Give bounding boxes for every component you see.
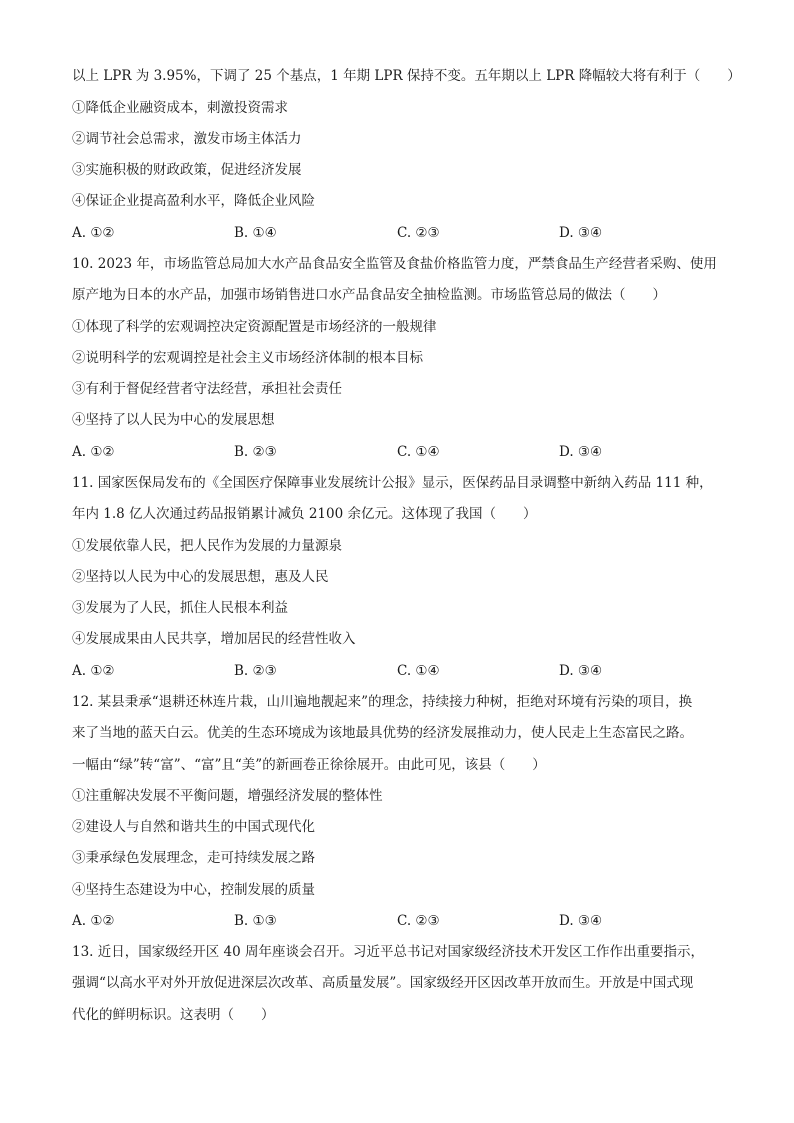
q9-options <box>72 223 732 243</box>
q12-item-1: ①注重解决发展不平衡问题，增强经济发展的整体性 <box>72 788 383 804</box>
q10-option-c: C. ①④ <box>397 444 440 460</box>
q10-stem-line-2: 原产地为日本的水产品，加强市场销售进口水产品食品安全抽检监测。市场监管总局的做法（ ） <box>72 287 666 303</box>
q10-stem-line-1: 10. 2023 年，市场监管总局加大水产品食品安全监管及食盐价格监管力度，严禁食品生产经营者采购、使用 <box>72 256 717 272</box>
q11-option-c: C. ①④ <box>397 663 440 679</box>
q12-option-a: A. ①② <box>72 913 115 929</box>
q12-stem-line-3: 一幅由“绿”转“富”、“富”且“美”的新画卷正徐徐展开。由此可见，该县（ ） <box>72 757 546 773</box>
q12-option-d: D. ③④ <box>559 913 603 929</box>
q12-stem-line-1: 12. 某县秉承“退耕还林连片栽，山川遍地靓起来”的理念，持续接力种树，拒绝对环境有污染的项目，换 <box>72 694 693 710</box>
q12-options <box>72 911 732 931</box>
q13-stem-line-2: 强调“以高水平对外开放促进深层次改革、高质量发展”。国家级经开区因改革开放而生。开放是中国式现 <box>72 975 694 991</box>
q10-option-a: A. ①② <box>72 444 115 460</box>
q9-item-1: ①降低企业融资成本，刺激投资需求 <box>72 100 288 116</box>
q11-option-a: A. ①② <box>72 663 115 679</box>
q12-option-c: C. ②③ <box>397 913 440 929</box>
q10-item-4: ④坚持了以人民为中心的发展思想 <box>72 412 275 428</box>
q9-stem-tail: 以上 LPR 为 3.95%，下调了 25 个基点，1 年期 LPR 保持不变。五年期以上 LPR 降幅较大将有利于（ ） <box>72 68 741 84</box>
q12-item-3: ③秉承绿色发展理念，走可持续发展之路 <box>72 850 315 866</box>
q11-item-4: ④发展成果由人民共享，增加居民的经营性收入 <box>72 631 356 647</box>
q13-stem-line-1: 13. 近日，国家级经开区 40 周年座谈会召开。习近平总书记对国家级经济技术开发区工作作出重要指示， <box>72 944 705 960</box>
q12-item-4: ④坚持生态建设为中心，控制发展的质量 <box>72 882 315 898</box>
q10-item-3: ③有利于督促经营者守法经营，承担社会责任 <box>72 381 342 397</box>
q11-item-1: ①发展依靠人民，把人民作为发展的力量源泉 <box>72 538 342 554</box>
q9-option-c: C. ②③ <box>397 225 440 241</box>
q12-stem-line-2: 来了当地的蓝天白云。优美的生态环境成为该地最具优势的经济发展推动力，使人民走上生态富民之路。 <box>72 725 693 741</box>
q11-item-2: ②坚持以人民为中心的发展思想，惠及人民 <box>72 569 329 585</box>
q10-item-1: ①体现了科学的宏观调控决定资源配置是市场经济的一般规律 <box>72 319 437 335</box>
q10-options <box>72 442 732 462</box>
q10-option-b: B. ②③ <box>234 444 277 460</box>
q11-item-3: ③发展为了人民，抓住人民根本利益 <box>72 600 288 616</box>
q11-option-b: B. ②③ <box>234 663 277 679</box>
q10-item-2: ②说明科学的宏观调控是社会主义市场经济体制的根本目标 <box>72 350 423 366</box>
q12-option-b: B. ①③ <box>234 913 277 929</box>
q11-options <box>72 661 732 681</box>
q9-option-a: A. ①② <box>72 225 115 241</box>
q12-item-2: ②建设人与自然和谐共生的中国式现代化 <box>72 819 315 835</box>
q9-item-2: ②调节社会总需求，激发市场主体活力 <box>72 131 302 147</box>
q13-stem-line-3: 代化的鲜明标识。这表明（ ） <box>72 1007 275 1023</box>
q9-option-d: D. ③④ <box>559 225 603 241</box>
q9-option-b: B. ①④ <box>234 225 277 241</box>
q11-stem-line-2: 年内 1.8 亿人次通过药品报销累计减负 2100 余亿元。这体现了我国（ ） <box>72 506 537 522</box>
q9-item-3: ③实施积极的财政政策，促进经济发展 <box>72 162 302 178</box>
q11-stem-line-1: 11. 国家医保局发布的《全国医疗保障事业发展统计公报》显示，医保药品目录调整中新纳入药品 111 种， <box>72 475 713 491</box>
q10-option-d: D. ③④ <box>559 444 603 460</box>
q11-option-d: D. ③④ <box>559 663 603 679</box>
q9-item-4: ④保证企业提高盈利水平，降低企业风险 <box>72 193 315 209</box>
